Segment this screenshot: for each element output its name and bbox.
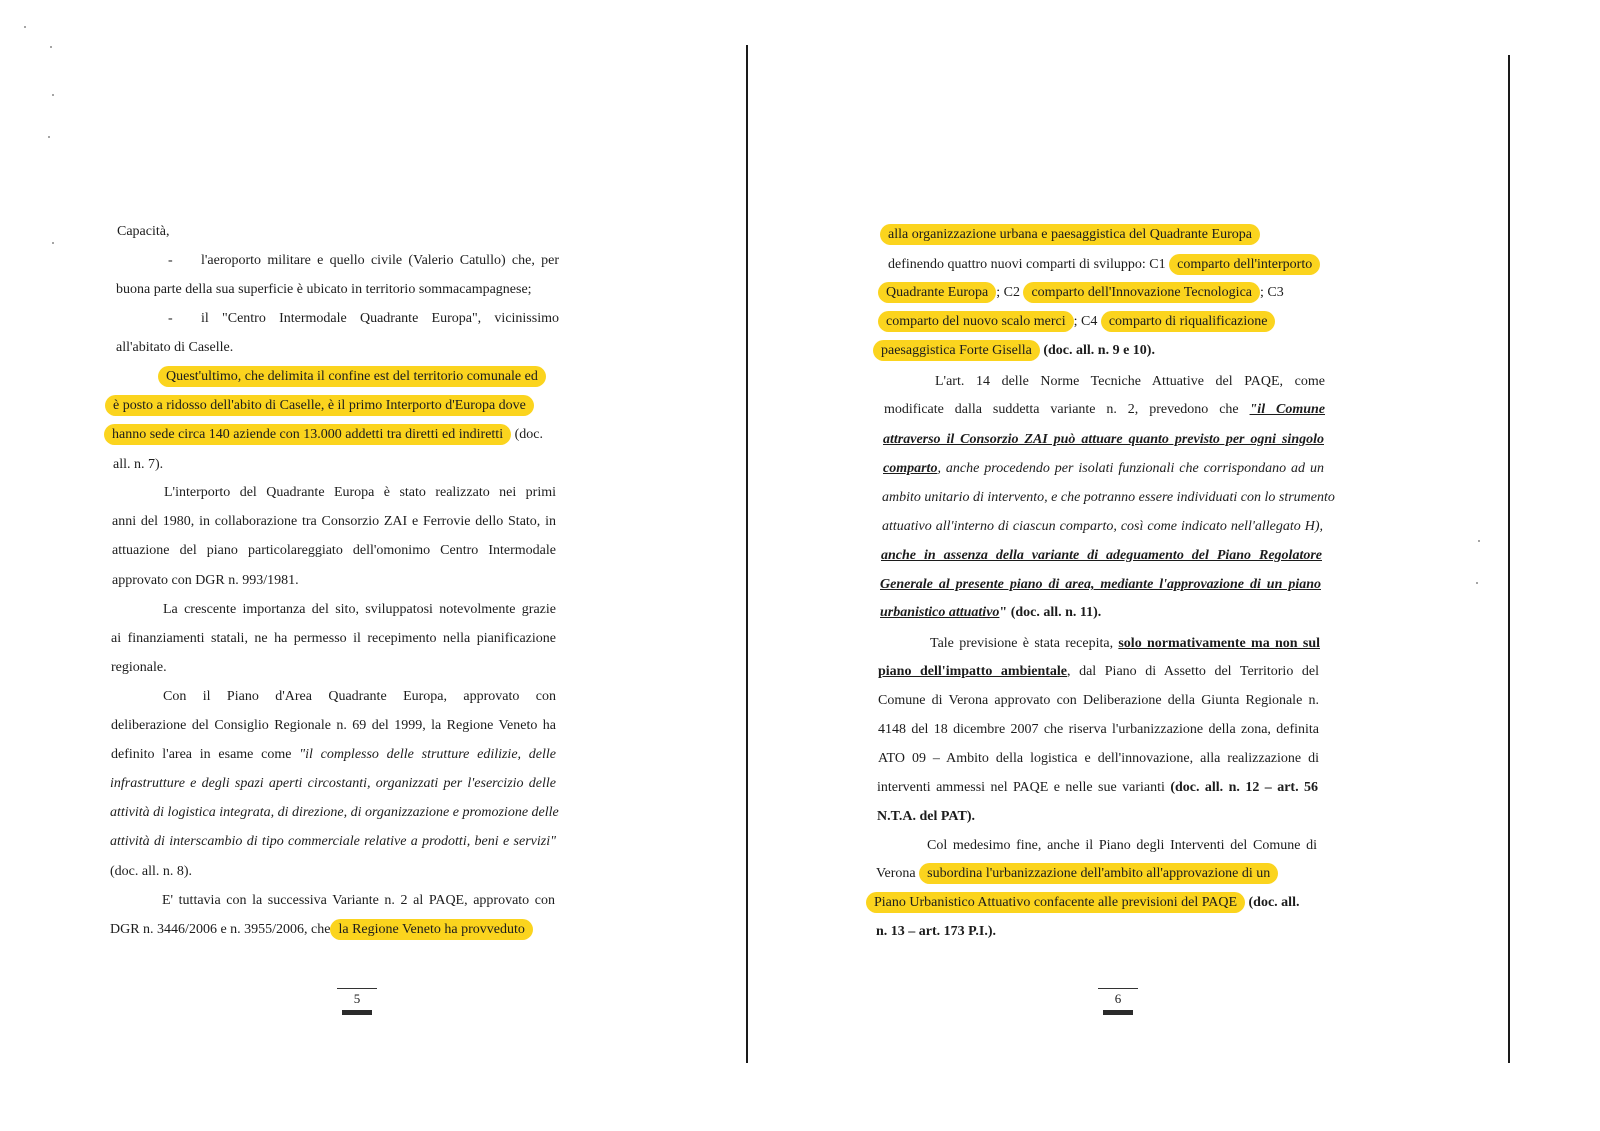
quote-line: attraverso il Consorzio ZAI può attuare quanto previsto per ogni singolo — [883, 432, 1324, 447]
text-line: n. 13 – art. 173 P.I.). — [876, 924, 997, 939]
quote-line: attività di logistica integrata, di direzione, di organizzazione e promozione delle — [110, 805, 559, 820]
emphasis-span: solo normativamente ma non sul — [1118, 636, 1320, 651]
text-line — [930, 634, 1320, 654]
page-number-label: 5 — [353, 991, 361, 1006]
quote-line — [883, 459, 1324, 479]
text-span: Verona — [876, 866, 916, 881]
list-dash: - — [168, 253, 173, 268]
quote-line — [880, 603, 1101, 623]
text-line: ai finanziamenti statali, ne ha permesso il recepimento nella pianificazione — [111, 631, 556, 646]
text-span: (doc. all. n. 12 – art. 56 — [1170, 780, 1318, 795]
highlighted-line — [876, 864, 1278, 884]
highlight-span: Piano Urbanistico Attuativo confacente alle previsioni del PAQE — [866, 892, 1245, 913]
highlight-span: Quest'ultimo, che delimita il confine est del territorio comunale ed — [158, 366, 546, 387]
text-line: (doc. all. n. 8). — [110, 864, 193, 879]
text-line — [111, 745, 556, 765]
page-divider-right — [1508, 55, 1510, 1063]
text-span: (doc. — [514, 427, 543, 442]
text-line: all. n. 7). — [113, 457, 164, 472]
scan-speck — [52, 242, 54, 244]
highlighted-line — [873, 341, 1155, 361]
quote-line: anche in assenza della variante di adeguamento del Piano Regolatore — [881, 548, 1322, 563]
highlight-span: hanno sede circa 140 aziende con 13.000 addetti tra diretti ed indiretti — [104, 424, 511, 445]
highlight-span: Quadrante Europa — [878, 282, 996, 303]
quote-span: urbanistico attuativo — [880, 605, 1000, 620]
text-span: , dal Piano di Assetto del Territorio del — [1067, 664, 1319, 679]
text-span: ; C2 — [996, 285, 1020, 300]
quote-line: attività di interscambio di tipo commerciale relative a prodotti, beni e servizi" — [110, 834, 556, 849]
text-span: DGR n. 3446/2006 e n. 3955/2006, che — [110, 922, 331, 937]
list-dash: - — [168, 311, 173, 326]
text-span: definito l'area in esame come — [111, 747, 292, 762]
quote-line: infrastrutture e degli spazi aperti circostanti, organizzati per l'esercizio delle — [110, 776, 556, 791]
highlight-span: paesaggistica Forte Gisella — [873, 340, 1040, 361]
highlight-span: è posto a ridosso dell'abito di Caselle, è il primo Interporto d'Europa dove — [105, 395, 534, 416]
highlight-span: comparto del nuovo scalo merci — [878, 311, 1074, 332]
emphasis-span: piano dell'impatto ambientale — [878, 664, 1068, 679]
page-number — [1098, 988, 1138, 1015]
text-span: (doc. all. — [1248, 895, 1300, 910]
highlighted-line — [110, 920, 533, 940]
text-line: Comune di Verona approvato con Deliberazione della Giunta Regionale n. — [878, 693, 1319, 708]
page-number-bar — [342, 1010, 372, 1015]
highlighted-line — [105, 396, 534, 416]
highlighted-line — [880, 225, 1260, 245]
text-line: L'art. 14 delle Norme Tecniche Attuative del PAQE, come — [935, 374, 1325, 389]
text-line — [884, 400, 1325, 420]
text-line: ATO 09 – Ambito della logistica e dell'innovazione, alla realizzazione di — [878, 751, 1319, 766]
quote-span: comparto — [883, 461, 938, 476]
text-line: buona parte della sua superficie è ubicato in territorio sommacampagnese; — [116, 282, 532, 297]
highlighted-line — [866, 893, 1299, 913]
quote-span: "il complesso delle strutture edilizie, delle — [299, 747, 556, 762]
scan-speck — [48, 136, 50, 138]
text-line: regionale. — [111, 660, 167, 675]
text-line: E' tuttavia con la successiva Variante n. 2 al PAQE, approvato con — [162, 893, 555, 908]
text-span: ; C3 — [1260, 285, 1284, 300]
quote-line: attuativo all'interno di ciascun comparto, così come indicato nell'allegato H), — [882, 519, 1323, 534]
highlight-span: la Regione Veneto ha provveduto — [330, 919, 532, 940]
text-line: attuazione del piano particolareggiato dell'omonimo Centro Intermodale — [112, 543, 556, 558]
text-line: anni del 1980, in collaborazione tra Consorzio ZAI e Ferrovie dello Stato, in — [112, 514, 556, 529]
highlight-span: alla organizzazione urbana e paesaggistica del Quadrante Europa — [880, 224, 1260, 245]
highlighted-line — [888, 255, 1320, 275]
quote-span: , anche procedendo per isolati funzionali che corrispondano ad un — [937, 461, 1324, 476]
page-number-bar — [1103, 1010, 1133, 1015]
text-span: modificate dalla suddetta variante n. 2, prevedono che — [884, 402, 1239, 417]
quote-span: "il Comune — [1249, 402, 1325, 417]
text-line: Con il Piano d'Area Quadrante Europa, approvato con — [163, 689, 556, 704]
scan-speck — [24, 26, 26, 28]
highlight-span: subordina l'urbanizzazione dell'ambito all'approvazione di un — [919, 863, 1278, 884]
highlighted-line — [104, 425, 543, 445]
text-line: 4148 del 18 dicembre 2007 che riserva l'urbanizzazione della zona, definita — [878, 722, 1319, 737]
text-line: Capacità, — [117, 224, 170, 239]
highlight-span: comparto dell'Innovazione Tecnologica — [1023, 282, 1260, 303]
scan-speck — [52, 94, 54, 96]
text-span: (doc. all. n. 9 e 10). — [1043, 343, 1155, 358]
text-line: l'aeroporto militare e quello civile (Valerio Catullo) che, per — [201, 253, 559, 268]
page-divider-left — [746, 45, 748, 1063]
text-line: all'abitato di Caselle. — [116, 340, 234, 355]
text-span: " (doc. all. n. 11). — [999, 605, 1102, 620]
highlight-span: comparto dell'interporto — [1169, 254, 1320, 275]
text-span: definendo quattro nuovi comparti di sviluppo: C1 — [888, 257, 1166, 272]
scan-speck — [1476, 582, 1478, 584]
text-span: Tale previsione è stata recepita, — [930, 636, 1114, 651]
quote-line: Generale al presente piano di area, mediante l'approvazione di un piano — [880, 577, 1321, 592]
text-line — [877, 778, 1318, 798]
highlighted-line — [878, 283, 1284, 303]
text-line: La crescente importanza del sito, sviluppatosi notevolmente grazie — [163, 602, 556, 617]
highlighted-line — [878, 312, 1275, 332]
page-number — [337, 988, 377, 1015]
text-line: L'interporto del Quadrante Europa è stato realizzato nei primi — [164, 485, 556, 500]
text-line: Col medesimo fine, anche il Piano degli Interventi del Comune di — [927, 838, 1317, 853]
text-line: deliberazione del Consiglio Regionale n. 69 del 1999, la Regione Veneto ha — [111, 718, 556, 733]
scan-speck — [50, 46, 52, 48]
text-span: interventi ammessi nel PAQE e nelle sue varianti — [877, 780, 1165, 795]
page-number-label: 6 — [1114, 991, 1122, 1006]
scan-speck — [1478, 540, 1480, 542]
text-span: ; C4 — [1073, 314, 1098, 329]
text-line: N.T.A. del PAT). — [877, 809, 975, 824]
highlighted-line — [158, 367, 546, 387]
highlight-span: comparto di riqualificazione — [1101, 311, 1276, 332]
quote-line: ambito unitario di intervento, e che potranno essere individuati con lo strumento — [882, 490, 1335, 505]
text-line: approvato con DGR n. 993/1981. — [112, 573, 299, 588]
text-line — [878, 662, 1319, 682]
text-line: il "Centro Intermodale Quadrante Europa", vicinissimo — [201, 311, 559, 326]
